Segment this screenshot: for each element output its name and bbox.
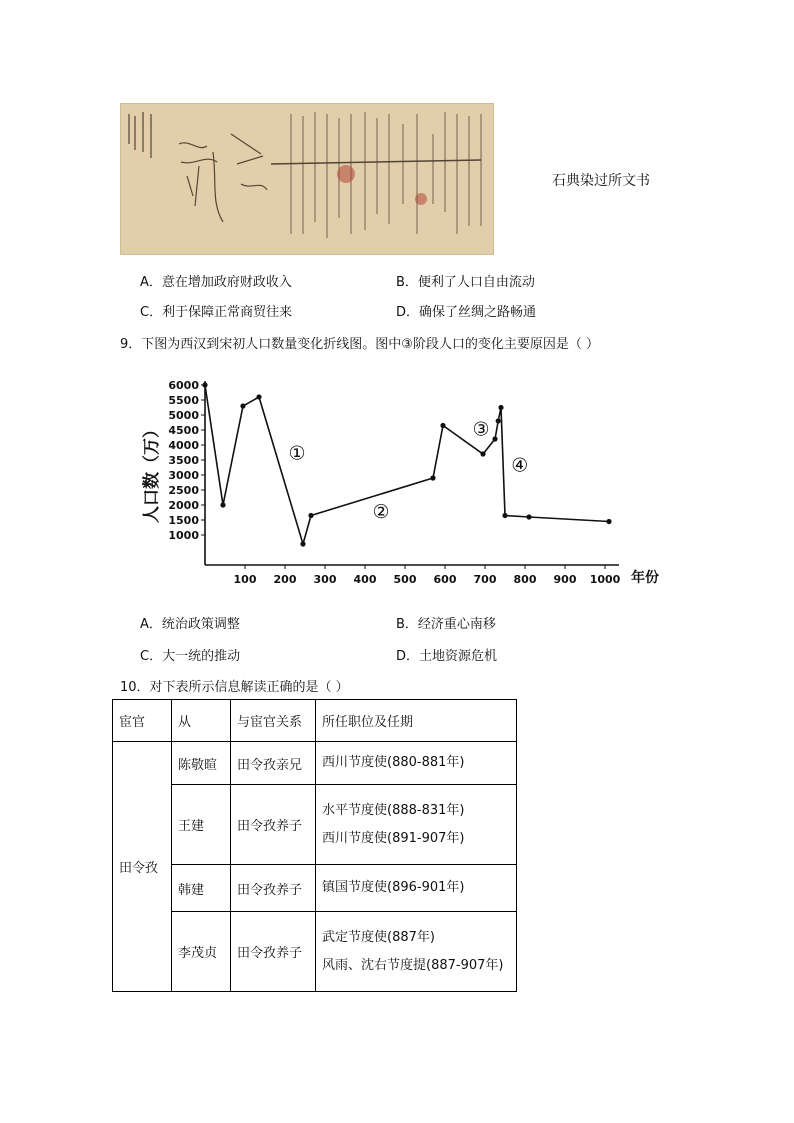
data-point [300, 541, 305, 546]
stage-annotation: ③ [472, 418, 490, 441]
stage-annotation: ② [372, 501, 390, 523]
stage-annotation: ④ [511, 454, 529, 477]
post-cell [316, 742, 517, 785]
q9-option-a[interactable]: A．统治政策调整 [140, 617, 240, 632]
x-tick-label: 200 [273, 573, 297, 586]
y-tick-label: 2500 [168, 484, 199, 497]
manuscript-drawing [121, 104, 494, 255]
q10-stem: 10．对下表所示信息解读正确的是（ ） [120, 680, 349, 695]
q8-option-c[interactable]: C．利于保障正常商贸往来 [140, 305, 293, 320]
data-point [502, 513, 507, 518]
y-tick-label: 5500 [168, 394, 199, 407]
relation-cell: 田令孜养子 [231, 865, 316, 912]
name-cell: 李茂贞 [172, 912, 231, 992]
q9-option-d[interactable]: D．土地资源危机 [396, 649, 498, 664]
q8-option-d[interactable]: D．确保了丝绸之路畅通 [396, 305, 537, 320]
x-tick-label: 1000 [589, 573, 621, 586]
y-tick-label: 1500 [168, 514, 199, 527]
x-tick-label: 800 [513, 573, 537, 586]
data-point [430, 475, 435, 480]
header-cell: 从 [172, 700, 231, 742]
data-point [492, 436, 497, 441]
x-tick-label: 900 [553, 573, 577, 586]
y-tick-label: 1000 [168, 529, 199, 542]
population-series-line [205, 385, 609, 544]
table-row [113, 865, 517, 912]
relation-cell: 田令孜养子 [231, 912, 316, 992]
q9-option-c[interactable]: C．大一统的推动 [140, 649, 241, 664]
data-point [606, 519, 611, 524]
header-cell: 宦官 [113, 700, 172, 742]
post-line: 镇国节度使(896-901年) [322, 880, 465, 895]
y-tick-label: 3000 [168, 469, 199, 482]
data-point [526, 514, 531, 519]
chart-svg [135, 370, 675, 595]
q8-option-b[interactable]: B．便利了人口自由流动 [396, 275, 535, 290]
relation-cell: 田令孜亲兄 [231, 742, 316, 785]
y-axis-label: 人口数（万） [142, 421, 162, 523]
y-tick-label: 4000 [168, 439, 199, 452]
data-point [220, 502, 225, 507]
x-axis-label: 年份 [631, 570, 659, 586]
data-point [256, 394, 261, 399]
post-line: 西川节度使(880-881年) [322, 755, 465, 770]
post-line: 水平节度使(888-831年) [322, 802, 465, 818]
relation-cell: 田令孜养子 [231, 785, 316, 865]
table-header-row [113, 700, 517, 742]
x-tick-label: 600 [433, 573, 457, 586]
x-tick-label: 500 [393, 573, 417, 586]
data-point [440, 423, 445, 428]
data-point [496, 418, 501, 423]
stage-annotation: ① [288, 442, 306, 465]
y-tick-label: 2000 [168, 499, 199, 512]
x-tick-label: 400 [353, 573, 377, 586]
data-point [498, 405, 503, 410]
data-point [240, 403, 245, 408]
y-tick-label: 5000 [168, 409, 199, 422]
name-cell: 韩建 [172, 865, 231, 912]
post-cell [316, 785, 517, 865]
q9-stem: 9．下图为西汉到宋初人口数量变化折线图。图中③阶段人口的变化主要原因是（ ） [120, 337, 600, 352]
y-tick-label: 4500 [168, 424, 199, 437]
y-tick-label: 3500 [168, 454, 199, 467]
eunuch-name-cell: 田令孜 [113, 742, 172, 992]
table-row [113, 742, 517, 785]
x-tick-label: 300 [313, 573, 337, 586]
post-line: 西川节度使(891-907年) [322, 830, 465, 846]
y-tick-label: 6000 [168, 379, 199, 392]
table-row [113, 912, 517, 992]
post-cell [316, 912, 517, 992]
header-cell: 所任职位及任期 [316, 700, 517, 742]
post-line: 风雨、沈右节度提(887-907年) [322, 957, 504, 973]
q9-option-b[interactable]: B．经济重心南移 [396, 617, 496, 632]
header-cell: 与宦官关系 [231, 700, 316, 742]
data-point [202, 382, 207, 387]
manuscript-image [120, 103, 494, 255]
name-cell: 王建 [172, 785, 231, 865]
q8-option-a[interactable]: A．意在增加政府财政收入 [140, 275, 292, 290]
x-tick-label: 100 [233, 573, 257, 586]
post-line: 武定节度使(887年) [322, 929, 435, 945]
data-point [308, 513, 313, 518]
table-row [113, 785, 517, 865]
name-cell: 陈敬暄 [172, 742, 231, 785]
post-cell [316, 865, 517, 912]
x-tick-label: 700 [473, 573, 497, 586]
data-point [480, 451, 485, 456]
population-line-chart [135, 370, 675, 595]
image-caption: 石典染过所文书 [552, 173, 650, 189]
eunuch-info-table [112, 699, 517, 992]
